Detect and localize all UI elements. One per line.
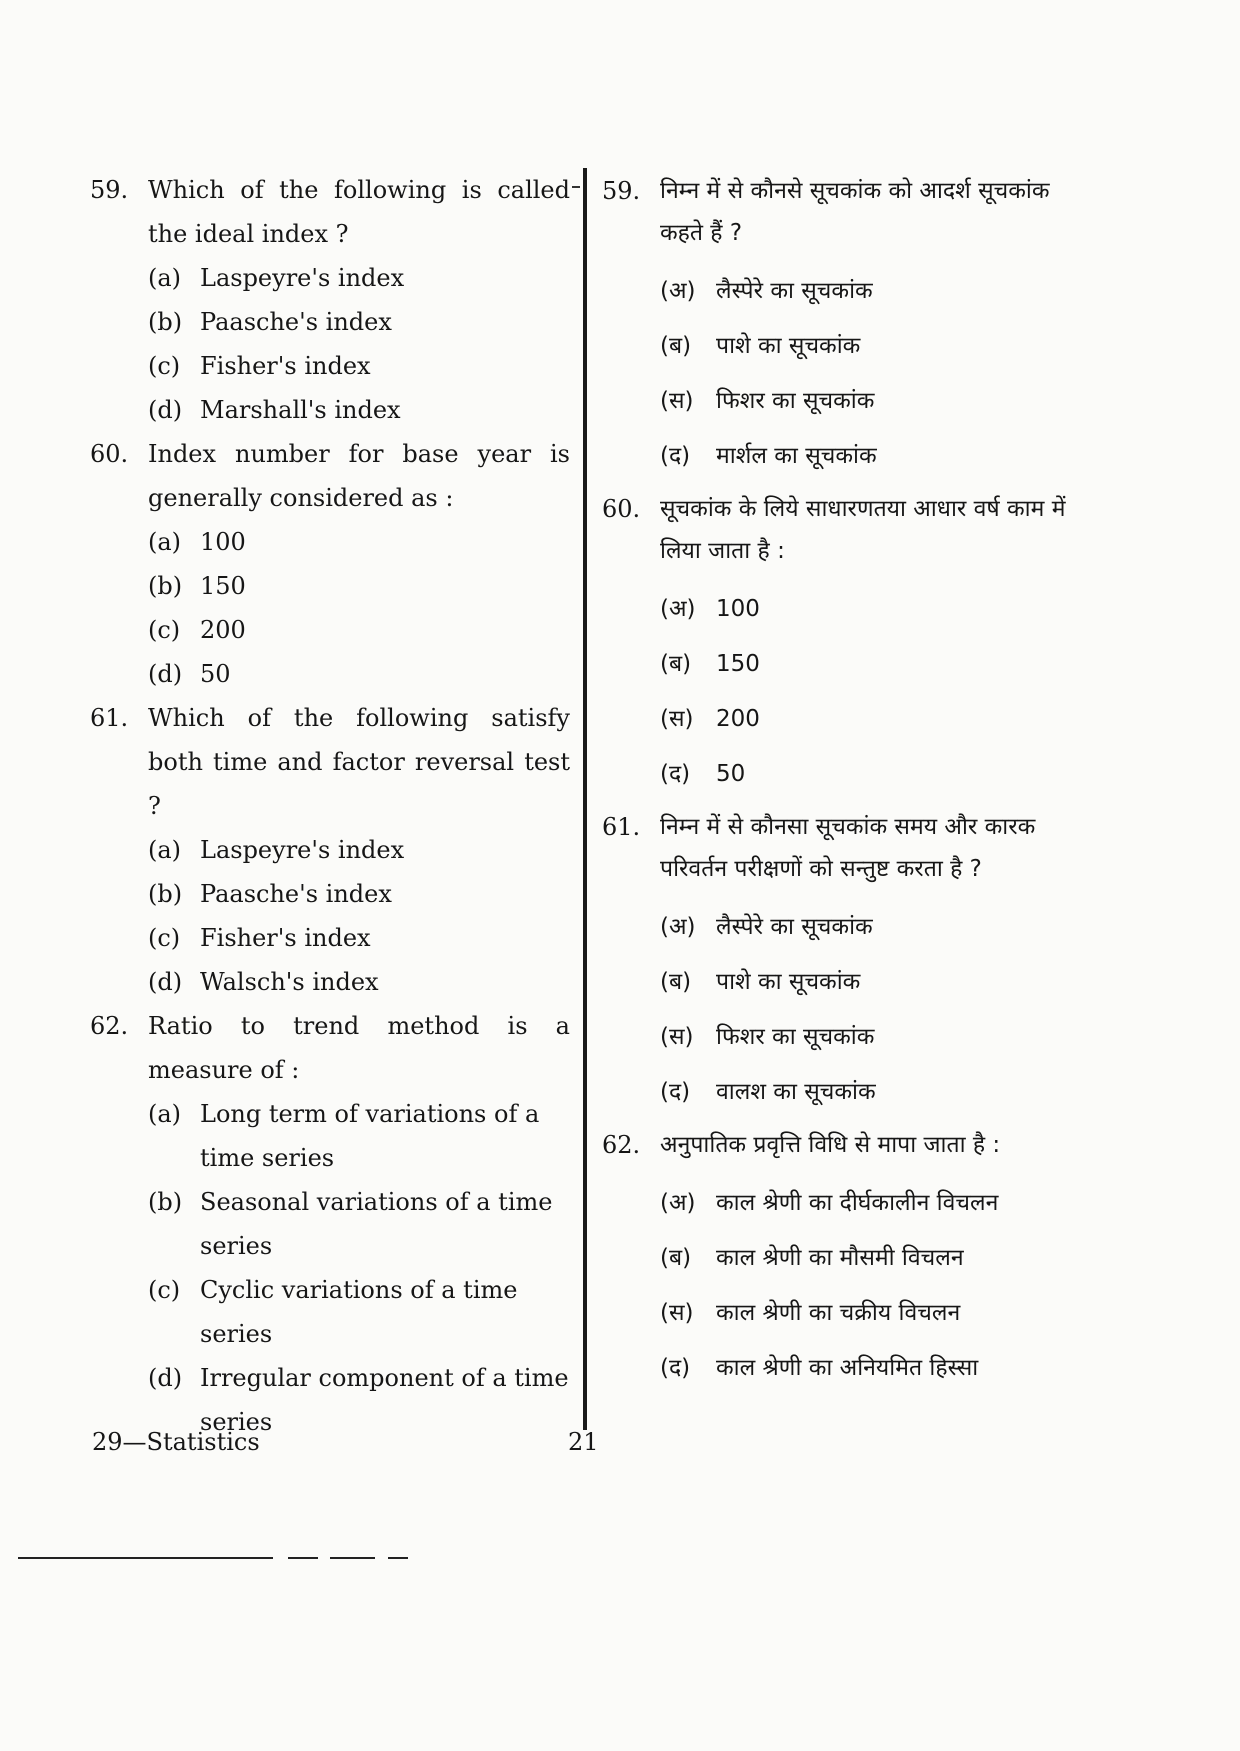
question-number: 59.: [602, 177, 641, 205]
option-text: काल श्रेणी का दीर्घकालीन विचलन: [716, 1190, 999, 1216]
option: [148, 828, 570, 872]
question-61-hi: [602, 806, 1082, 1120]
option-text: 150: [716, 651, 760, 677]
question-text: Ratio to trend method is a measure of :: [148, 1012, 570, 1084]
option-label: (a): [148, 528, 182, 556]
option-text: 100: [716, 596, 760, 622]
option-label: (d): [148, 660, 183, 688]
option-text: Irregular component of a time series: [200, 1364, 569, 1436]
option-label: (d): [148, 1364, 183, 1392]
option-label: (b): [148, 880, 183, 908]
question-text: Which of the following is called the ideal index ?: [148, 176, 570, 248]
page-number: 21: [568, 1428, 599, 1456]
question-text: Index number for base year is generally considered as :: [148, 440, 570, 512]
subject-code: 29—Statistics: [92, 1428, 260, 1456]
option-label: (a): [148, 836, 182, 864]
option: [660, 319, 1082, 374]
divider-tick: [572, 186, 580, 188]
question-number: 60.: [90, 440, 129, 468]
option-text: काल श्रेणी का चक्रीय विचलन: [716, 1300, 961, 1326]
question-59-hi: [602, 170, 1082, 484]
question-text: अनुपातिक प्रवृत्ति विधि से मापा जाता है :: [660, 1132, 1001, 1158]
option-text: Paasche's index: [200, 880, 392, 908]
footer-rule-dash: [330, 1557, 375, 1559]
option-text: 200: [716, 706, 760, 732]
question-number: 61.: [90, 704, 129, 732]
option-text: Walsch's index: [200, 968, 379, 996]
english-column: [90, 168, 570, 1444]
option: [148, 1268, 570, 1356]
option-label: (ब): [660, 1245, 692, 1271]
option-text: Seasonal variations of a time series: [200, 1188, 553, 1260]
option-text: Fisher's index: [200, 924, 371, 952]
option-text: वालश का सूचकांक: [716, 1079, 876, 1105]
option: [660, 429, 1082, 484]
option: [148, 916, 570, 960]
question-61-en: [90, 696, 570, 1004]
footer-rule: [18, 1557, 273, 1559]
option: [660, 582, 1082, 637]
option-text: काल श्रेणी का मौसमी विचलन: [716, 1245, 964, 1271]
option: [660, 692, 1082, 747]
option: [148, 1180, 570, 1268]
option-label: (द): [660, 761, 691, 787]
option-text: लैस्पेरे का सूचकांक: [716, 914, 873, 940]
option-text: Laspeyre's index: [200, 264, 405, 292]
option: [148, 256, 570, 300]
option-label: (c): [148, 924, 181, 952]
option-text: Long term of variations of a time series: [200, 1100, 540, 1172]
option: [148, 960, 570, 1004]
option-label: (स): [660, 1024, 694, 1050]
option-text: Paasche's index: [200, 308, 392, 336]
option-text: पाशे का सूचकांक: [716, 969, 861, 995]
option-text: 200: [200, 616, 246, 644]
option: [660, 264, 1082, 319]
option-label: (a): [148, 1100, 182, 1128]
option-label: (अ): [660, 278, 696, 304]
option: [660, 1010, 1082, 1065]
question-number: 60.: [602, 495, 641, 523]
question-59-en: [90, 168, 570, 432]
question-number: 62.: [90, 1012, 129, 1040]
option-label: (अ): [660, 914, 696, 940]
footer-rule-dash: [288, 1557, 318, 1559]
option-label: (c): [148, 352, 181, 380]
question-62-hi: [602, 1124, 1082, 1396]
option: [660, 955, 1082, 1010]
column-divider: [583, 168, 587, 1430]
option-text: Cyclic variations of a time series: [200, 1276, 518, 1348]
question-number: 59.: [90, 176, 129, 204]
option: [148, 608, 570, 652]
option-text: 50: [716, 761, 746, 787]
question-text: सूचकांक के लिये साधारणतया आधार वर्ष काम में लिया जाता है :: [660, 496, 1066, 564]
footer-rule-dash: [388, 1557, 408, 1559]
option-text: फिशर का सूचकांक: [716, 388, 875, 414]
option-label: (d): [148, 396, 183, 424]
option: [660, 747, 1082, 802]
option-label: (b): [148, 1188, 183, 1216]
option-text: काल श्रेणी का अनियमित हिस्सा: [716, 1355, 979, 1381]
question-number: 62.: [602, 1131, 641, 1159]
option: [660, 1286, 1082, 1341]
option: [148, 564, 570, 608]
option: [660, 900, 1082, 955]
option-label: (b): [148, 572, 183, 600]
question-number: 61.: [602, 813, 641, 841]
question-60-en: [90, 432, 570, 696]
option-label: (द): [660, 1079, 691, 1105]
option-label: (स): [660, 706, 694, 732]
question-text: निम्न में से कौनसा सूचकांक समय और कारक परिवर्तन परीक्षणों को सन्तुष्ट करता है ?: [660, 814, 1036, 882]
option-label: (c): [148, 616, 181, 644]
option-label: (ब): [660, 333, 692, 359]
option: [148, 300, 570, 344]
option: [148, 344, 570, 388]
option-label: (ब): [660, 651, 692, 677]
option-label: (स): [660, 388, 694, 414]
question-62-en: [90, 1004, 570, 1444]
option: [660, 1176, 1082, 1231]
option-text: Marshall's index: [200, 396, 401, 424]
option: [148, 388, 570, 432]
option-label: (d): [148, 968, 183, 996]
option: [660, 1065, 1082, 1120]
option-label: (b): [148, 308, 183, 336]
option-text: लैस्पेरे का सूचकांक: [716, 278, 873, 304]
option-text: Laspeyre's index: [200, 836, 405, 864]
question-text: निम्न में से कौनसे सूचकांक को आदर्श सूचकांक कहते हैं ?: [660, 178, 1050, 246]
option-label: (द): [660, 1355, 691, 1381]
option-text: मार्शल का सूचकांक: [716, 443, 877, 469]
option: [148, 1092, 570, 1180]
option-label: (अ): [660, 596, 696, 622]
option-text: 150: [200, 572, 246, 600]
option-label: (द): [660, 443, 691, 469]
option-text: 100: [200, 528, 246, 556]
option-label: (ब): [660, 969, 692, 995]
option: [148, 520, 570, 564]
option: [660, 1341, 1082, 1396]
option-text: पाशे का सूचकांक: [716, 333, 861, 359]
option-label: (अ): [660, 1190, 696, 1216]
option-text: फिशर का सूचकांक: [716, 1024, 875, 1050]
option-label: (a): [148, 264, 182, 292]
option: [660, 374, 1082, 429]
option: [148, 872, 570, 916]
option-label: (c): [148, 1276, 181, 1304]
hindi-column: [602, 170, 1082, 1400]
option-text: Fisher's index: [200, 352, 371, 380]
option: [660, 637, 1082, 692]
option: [148, 652, 570, 696]
option: [660, 1231, 1082, 1286]
question-60-hi: [602, 488, 1082, 802]
option-label: (स): [660, 1300, 694, 1326]
option-text: 50: [200, 660, 231, 688]
question-text: Which of the following satisfy both time and factor reversal test ?: [148, 704, 570, 820]
